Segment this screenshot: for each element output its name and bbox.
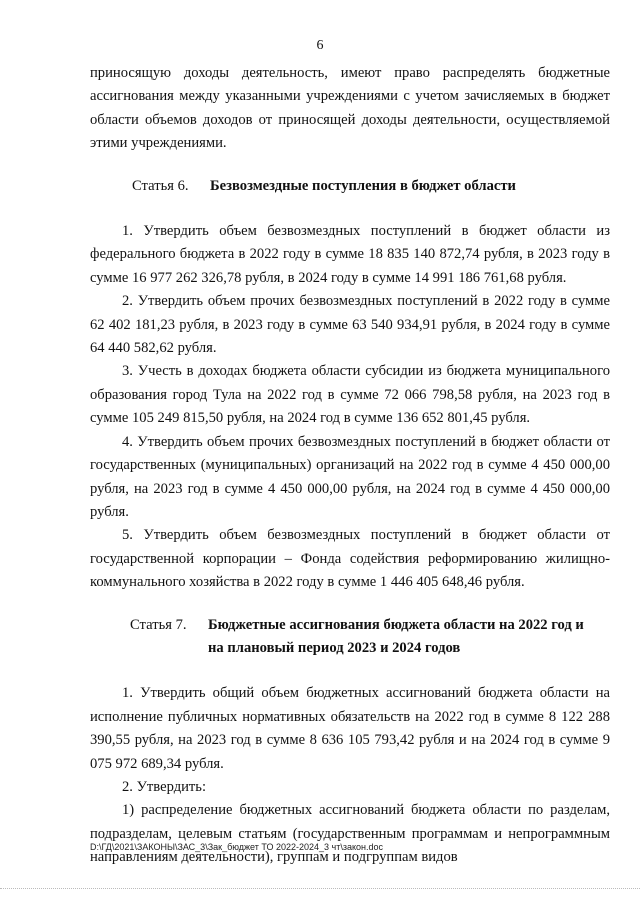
article-7-title: Бюджетные ассигнования бюджета области на 2022 год и на плановый период 2023 и 2024 годов bbox=[208, 616, 584, 656]
footer-file-path: D:\ГД\2021\ЗАКОНЫ\ЗАС_3\Зак_бюджет ТО 2022-2024_3 чт\закон.doc bbox=[90, 842, 383, 852]
article-6-item: 2. Утвердить объем прочих безвозмездных поступлений в 2022 году в сумме 62 402 181,23 рубля, в 2023 году в сумме 63 540 934,91 рубля, в 2024 году в сумме 64 440 582,62 рубля. bbox=[90, 293, 610, 357]
scan-edge bbox=[0, 888, 640, 891]
article-7-item: 1. Утвердить общий объем бюджетных ассигнований бюджета области на исполнение публичных нормативных обязательств на 2022 год в сумме 8 122 288 390,55 рубля, на 2023 год в сумме 8 636 105 793,42 рубля и на 2024 год в сумме 9 075 972 689,34 рубля. bbox=[90, 685, 610, 772]
article-6-item: 1. Утвердить объем безвозмездных поступлений в бюджет области из федерального бюджета в 2022 году в сумме 18 835 140 872,74 рубля, в 2023 году в сумме 16 977 262 326,78 рубля, в 2024 году в сумме 14 991 186 761,68 рубля. bbox=[90, 223, 610, 286]
article-6-item: 3. Учесть в доходах бюджета области субсидии из бюджета муниципального образования город Тула на 2022 год в сумме 72 066 798,58 рубля, на 2023 год в сумме 105 249 815,50 рубля, на 2024 год в сумме 136 652 801,45 рубля. bbox=[90, 363, 610, 427]
article-6-heading bbox=[90, 175, 610, 198]
article-6-item: 4. Утвердить объем прочих безвозмездных поступлений в бюджет области от государственных (муниципальных) организаций на 2022 год в сумме 4 450 000,00 рубля, на 2023 год в сумме 4 450 000,00 рубля, на 2024 год в сумме 4 450 000,00 рубля. bbox=[90, 433, 610, 520]
article-7-label: Статья 7. bbox=[130, 616, 187, 633]
page-number: 6 bbox=[316, 38, 324, 53]
article-7-item: 2. Утвердить: bbox=[122, 778, 207, 795]
intro-paragraph: приносящую доходы деятельность, имеют право распределять бюджетные ассигнования между указанными учреждениями с учетом зачисляемых в бюджет области объемов доходов от приносящей доходы деятельности, осуществляемой этими учреждениями. bbox=[90, 65, 610, 152]
article-6-title: Безвозмездные поступления в бюджет области bbox=[210, 177, 516, 194]
document-body bbox=[90, 62, 610, 870]
article-7-heading bbox=[90, 614, 610, 661]
article-6-item: 5. Утвердить объем безвозмездных поступлений в бюджет области от государственной корпорации – Фонда содействия реформированию жилищно-коммунального хозяйства в 2022 году в сумме 1 446 405 648,46 рубля. bbox=[90, 527, 610, 591]
article-6-label: Статья 6. bbox=[132, 177, 189, 194]
article-7-item: 1) распределение бюджетных ассигнований бюджета области по разделам, подразделам, целевым статьям (государственным программам и непрограммным направлениям деятельности), группам и подгруппам видов bbox=[90, 802, 610, 866]
